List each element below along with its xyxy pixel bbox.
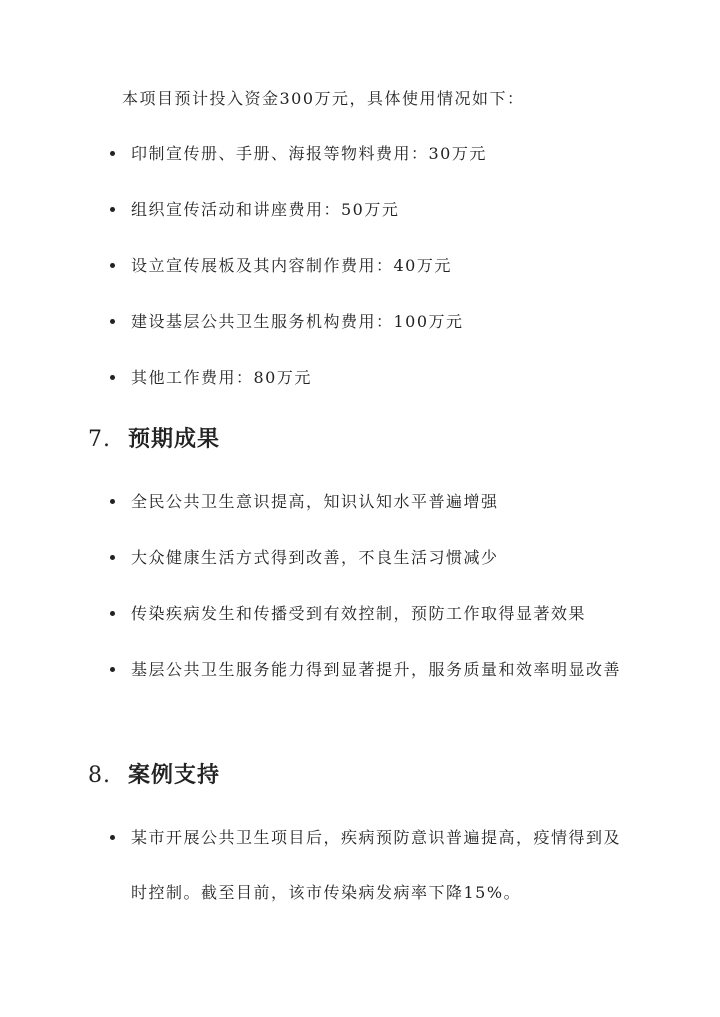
- bullet-dot-icon: [110, 319, 115, 324]
- section-heading-outcomes: [88, 424, 220, 455]
- outcome-item-text: 基层公共卫生服务能力得到显著提升，服务质量和效率明显改善: [131, 660, 622, 679]
- case-item-text: 某市开展公共卫生项目后，疾病预防意识普遍提高，疫情得到及时控制。截至目前，该市传染病发病率下降15%。: [131, 828, 622, 902]
- budget-item-printing: [0, 126, 720, 181]
- bullet-dot-icon: [110, 207, 115, 212]
- outcome-item-text: 传染疾病发生和传播受到有效控制，预防工作取得显著效果: [131, 604, 587, 623]
- outcome-item: [0, 530, 720, 585]
- bullet-dot-icon: [110, 151, 115, 156]
- bullet-dot-icon: [110, 835, 115, 840]
- budget-item-text: 设立宣传展板及其内容制作费用：40万元: [131, 256, 452, 275]
- section-title: 案例支持: [128, 762, 221, 788]
- section-heading-cases: [88, 760, 220, 791]
- outcomes-list: [0, 474, 720, 698]
- bullet-dot-icon: [110, 555, 115, 560]
- cases-list: [0, 810, 720, 921]
- budget-item-facilities: [0, 294, 720, 349]
- budget-item-text: 建设基层公共卫生服务机构费用：100万元: [131, 312, 464, 331]
- section-number: 7.: [88, 427, 111, 452]
- outcome-item-text: 大众健康生活方式得到改善，不良生活习惯减少: [131, 548, 499, 567]
- section-number: 8.: [88, 763, 111, 788]
- budget-item-boards: [0, 238, 720, 293]
- budget-item-text: 其他工作费用：80万元: [131, 368, 312, 387]
- budget-item-other: [0, 350, 720, 405]
- budget-intro-paragraph: 本项目预计投入资金300万元，具体使用情况如下：: [122, 89, 525, 108]
- outcome-item-text: 全民公共卫生意识提高，知识认知水平普遍增强: [131, 492, 499, 511]
- outcome-item: [0, 642, 720, 697]
- bullet-dot-icon: [110, 667, 115, 672]
- budget-list: [0, 126, 720, 406]
- bullet-dot-icon: [110, 499, 115, 504]
- budget-item-text: 组织宣传活动和讲座费用：50万元: [131, 200, 400, 219]
- bullet-dot-icon: [110, 263, 115, 268]
- outcome-item: [0, 474, 720, 529]
- budget-item-events: [0, 182, 720, 237]
- bullet-dot-icon: [110, 611, 115, 616]
- budget-item-text: 印制宣传册、手册、海报等物料费用：30万元: [131, 144, 487, 163]
- outcome-item: [0, 586, 720, 641]
- case-item: [0, 810, 720, 920]
- bullet-dot-icon: [110, 375, 115, 380]
- section-title: 预期成果: [128, 426, 221, 452]
